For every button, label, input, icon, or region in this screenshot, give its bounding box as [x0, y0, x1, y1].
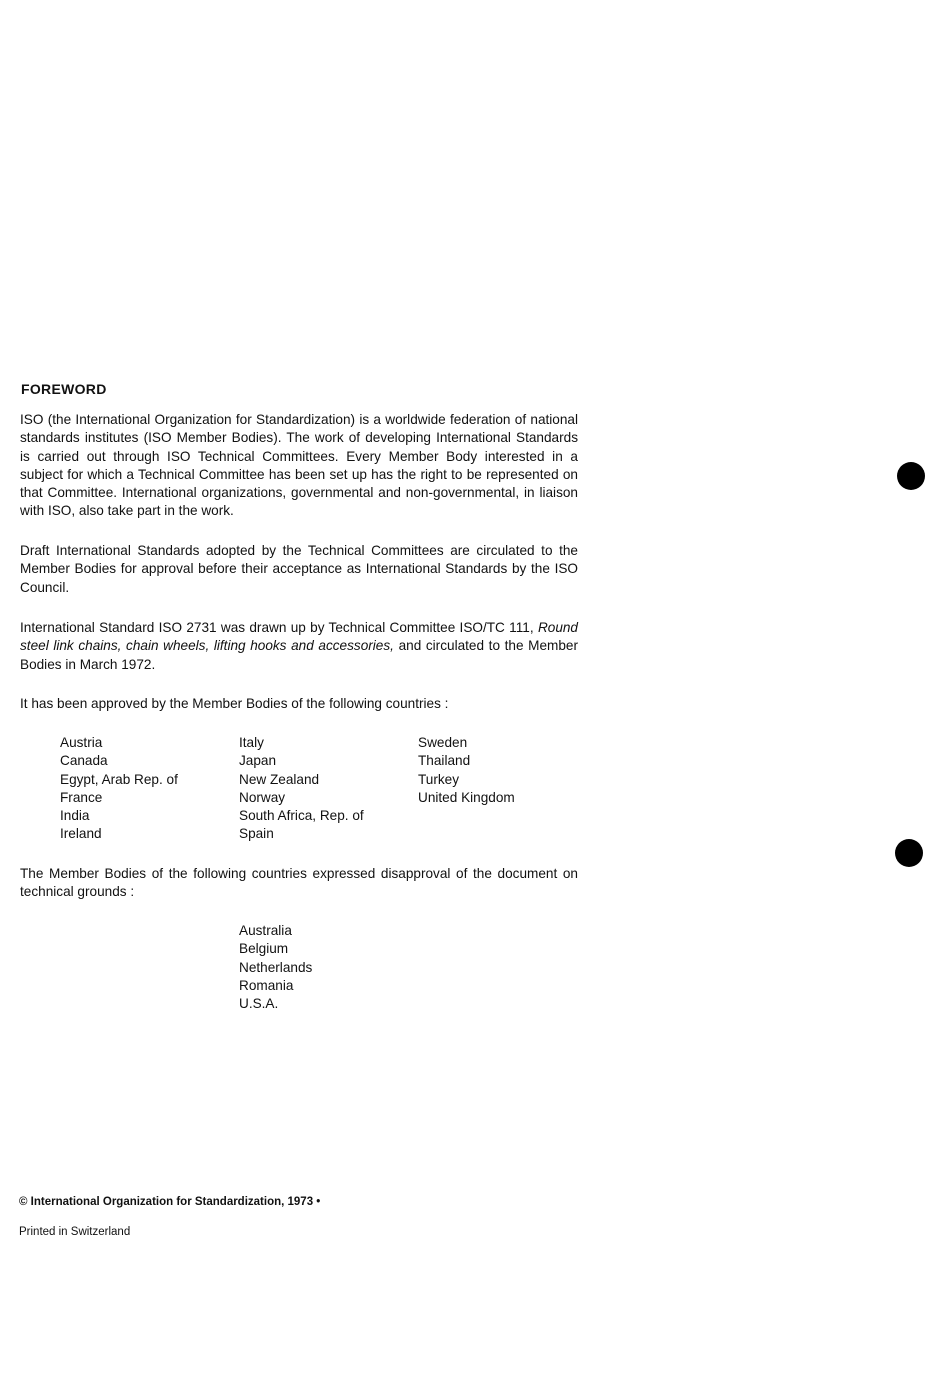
- foreword-paragraph-iso-intro: ISO (the International Organization for Standardization) is a worldwide federation of national standards institutes (ISO Member Bodies). The work of developing International Standards is carried out through ISO Technical Committees. Every Member Body interested in a subject for which a Technical Committee has been set up has the right to be represented on that Committee. International organizations, governmental and non-governmental, in liaison with ISO, also take part in the work.: [20, 412, 578, 519]
- printed-in-notice: Printed in Switzerland: [19, 1226, 131, 1238]
- list-item: U.S.A.: [239, 996, 279, 1012]
- approved-countries-column-3: [418, 734, 515, 807]
- list-item: Romania: [239, 977, 294, 993]
- foreword-paragraph-disapproved-intro: The Member Bodies of the following countries expressed disapproval of the document on technical grounds :: [20, 866, 578, 900]
- list-item: Spain: [239, 826, 274, 842]
- list-item: Thailand: [418, 753, 471, 769]
- list-item: Austria: [60, 735, 103, 750]
- approved-countries-column-1: [60, 734, 178, 844]
- list-item: Ireland: [60, 826, 102, 842]
- approved-countries-column-2: [239, 734, 364, 844]
- list-item: Italy: [239, 735, 264, 750]
- list-item: India: [60, 808, 90, 824]
- foreword-paragraph-committee: [20, 619, 578, 674]
- list-item: France: [60, 789, 103, 805]
- list-item: Australia: [239, 923, 292, 938]
- foreword-paragraph-draft-standards: Draft International Standards adopted by the Technical Committees are circulated to the Member Bodies for approval before their acceptance as International Standards by the ISO Council.: [20, 543, 578, 595]
- list-item: Norway: [239, 789, 286, 805]
- list-item: New Zealand: [239, 771, 320, 787]
- list-item: Japan: [239, 753, 277, 769]
- list-item: Canada: [60, 753, 108, 769]
- punch-hole-top: [897, 462, 925, 490]
- committee-title: Round steel link chains, chain wheels, lifting hooks and accessories,: [20, 620, 578, 654]
- copyright-notice: © International Organization for Standardization, 1973 •: [19, 1196, 321, 1208]
- list-item: United Kingdom: [418, 789, 515, 805]
- committee-text-pre: International Standard ISO 2731 was drawn up by Technical Committee ISO/TC 111,: [20, 620, 538, 635]
- foreword-heading: FOREWORD: [21, 381, 107, 397]
- disapproved-countries-list: [239, 922, 312, 1013]
- punch-hole-bottom: [895, 839, 923, 867]
- foreword-paragraph-approved-intro: It has been approved by the Member Bodies of the following countries :: [20, 696, 449, 711]
- list-item: Belgium: [239, 941, 289, 957]
- list-item: Turkey: [418, 771, 460, 787]
- committee-text-post: and circulated to the Member Bodies in March 1972.: [20, 638, 578, 672]
- list-item: South Africa, Rep. of: [239, 808, 364, 824]
- list-item: Netherlands: [239, 959, 313, 975]
- list-item: Egypt, Arab Rep. of: [60, 771, 178, 787]
- list-item: Sweden: [418, 735, 468, 750]
